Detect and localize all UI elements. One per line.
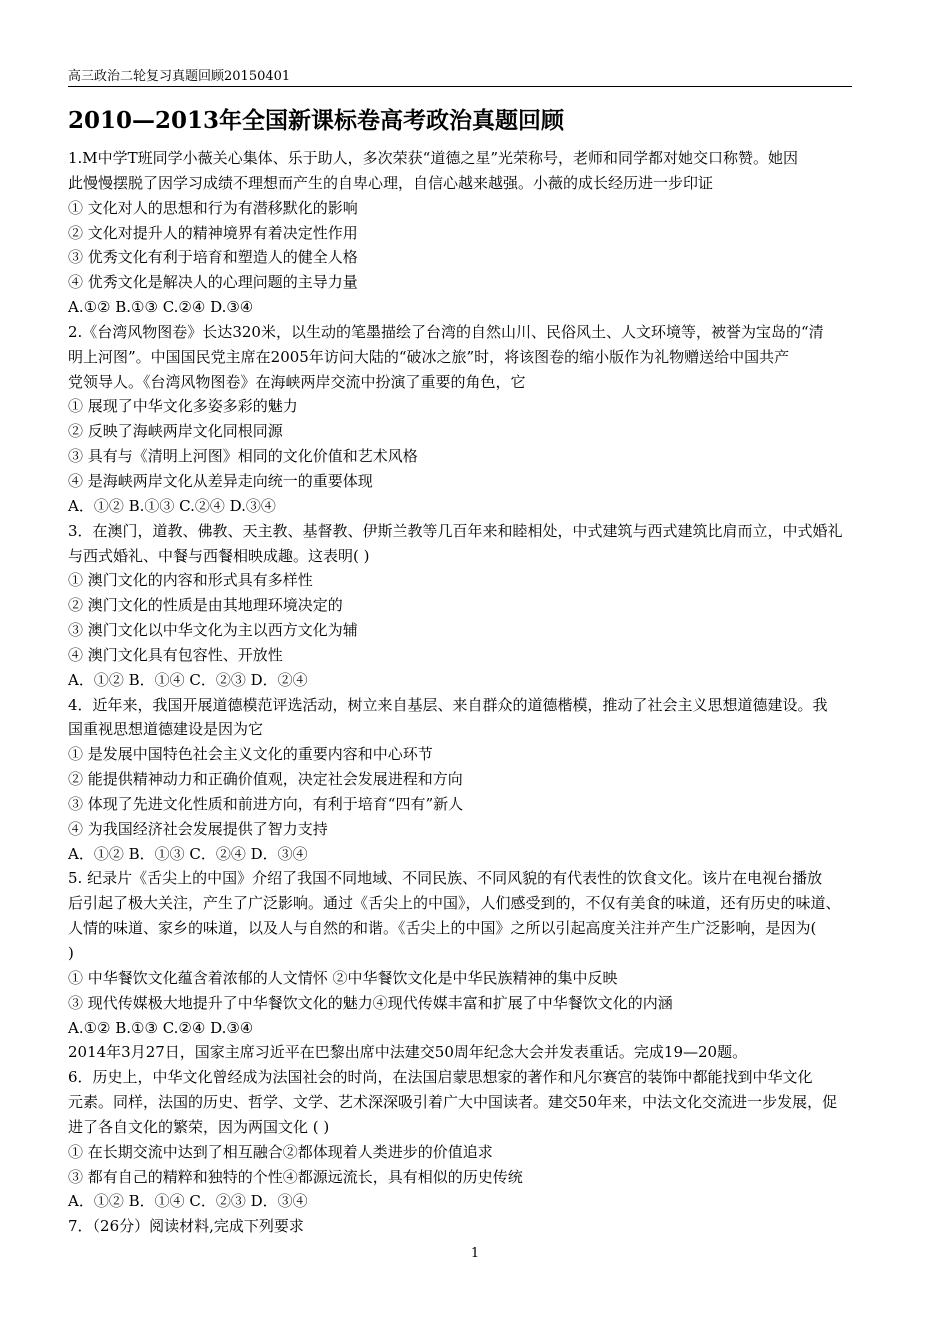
text-line: 人情的味道、家乡的味道，以及人与自然的和谐。《舌尖上的中国》之所以引起高度关注并产生广泛影响，是因为( xyxy=(68,919,817,938)
document-title: 2010—2013年全国新课标卷高考政治真题回顾 xyxy=(68,107,565,134)
text-line: ③ 现代传媒极大地提升了中华餐饮文化的魅力④现代传媒丰富和扩展了中华餐饮文化的内涵 xyxy=(68,993,673,1012)
text-line: 1.M中学T班同学小薇关心集体、乐于助人，多次荣获“道德之星”光荣称号，老师和同学都对她交口称赞。她因 xyxy=(68,149,799,167)
text-line: ② 能提供精神动力和正确价值观，决定社会发展进程和方向 xyxy=(68,770,463,789)
text-line: ④ 优秀文化是解决人的心理问题的主导力量 xyxy=(68,273,358,292)
text-line: 2.《台湾风物图卷》长达320米，以生动的笔墨描绘了台湾的自然山川、民俗风土、人文环境等，被誉为宝岛的“清 xyxy=(68,322,824,341)
text-line: 5. 纪录片《舌尖上的中国》介绍了我国不同地域、不同民族、不同风貌的有代表性的饮食文化。该片在电视台播放 xyxy=(68,869,823,888)
text-line: A．①② B．①④ C．②③ D．③④ xyxy=(68,1192,308,1211)
text-line: A．①② B．①③ C．②④ D．③④ xyxy=(68,844,308,863)
text-line: ① 文化对人的思想和行为有潜移默化的影响 xyxy=(68,198,358,217)
text-line: 2014年3月27日，国家主席习近平在巴黎出席中法建交50周年纪念大会并发表重话。完成19—20题。 xyxy=(68,1043,748,1062)
text-line: 党领导人。《台湾风物图卷》在海峡两岸交流中扮演了重要的角色，它 xyxy=(68,372,526,391)
document-body xyxy=(68,146,894,1239)
text-line: ① 中华餐饮文化蕴含着浓郁的人文情怀 ②中华餐饮文化是中华民族精神的集中反映 xyxy=(68,968,618,987)
text-line: 此慢慢摆脱了因学习成绩不理想而产生的自卑心理，自信心越来越强。小薇的成长经历进一步印证 xyxy=(68,173,714,192)
text-line: ① 澳门文化的内容和形式具有多样性 xyxy=(68,571,313,590)
text-line: ② 澳门文化的性质是由其地理环境决定的 xyxy=(68,596,343,615)
header-rule xyxy=(68,86,852,87)
text-line: ① 在长期交流中达到了相互融合②都体现着人类进步的价值追求 xyxy=(68,1142,493,1161)
text-line: ① 是发展中国特色社会主义文化的重要内容和中心环节 xyxy=(68,745,433,764)
text-line: ③ 具有与《清明上河图》相同的文化价值和艺术风格 xyxy=(68,447,418,466)
text-line: ③ 体现了先进文化性质和前进方向，有利于培育“四有”新人 xyxy=(68,794,464,813)
page-header: 高三政治二轮复习真题回顾20150401 xyxy=(68,69,291,84)
text-line: A．①② B．①④ C．②③ D．②④ xyxy=(68,670,308,689)
text-line: 进了各自文化的繁荣，因为两国文化 ( ) xyxy=(68,1117,330,1136)
text-line: ② 反映了海峡两岸文化同根同源 xyxy=(68,422,283,441)
text-line: ④ 澳门文化具有包容性、开放性 xyxy=(68,645,283,664)
text-line: ③ 澳门文化以中华文化为主以西方文化为辅 xyxy=(68,621,358,640)
text-line: A．①② B.①③ C.②④ D.③④ xyxy=(68,496,276,515)
text-line: 国重视思想道德建设是因为它 xyxy=(68,720,264,739)
text-line: 与西式婚礼、中餐与西餐相映成趣。这表明( ) xyxy=(68,546,370,565)
text-line: 6．历史上，中华文化曾经成为法国社会的时尚，在法国启蒙思想家的著作和凡尔赛宫的装饰中都能找到中华文化 xyxy=(68,1068,813,1087)
text-line: 后引起了极大关注，产生了广泛影响。通过《舌尖上的中国》，人们感受到的，不仅有美食的味道，还有历史的味道、 xyxy=(68,894,841,913)
text-line: A.①② B.①③ C.②④ D.③④ xyxy=(68,298,254,317)
text-line: ④ 是海峡两岸文化从差异走向统一的重要体现 xyxy=(68,471,373,490)
text-line: ④ 为我国经济社会发展提供了智力支持 xyxy=(68,819,328,838)
text-line: ) xyxy=(68,944,74,962)
text-line: 7．（26分）阅读材料,完成下列要求 xyxy=(68,1217,304,1236)
text-line: 明上河图”。中国国民党主席在2005年访问大陆的“破冰之旅”时，将该图卷的缩小版作为礼物赠送给中国共产 xyxy=(68,347,790,366)
text-line: A.①② B.①③ C.②④ D.③④ xyxy=(68,1018,254,1037)
page-number: 1 xyxy=(470,1246,480,1261)
text-line: 4．近年来，我国开展道德模范评选活动，树立来自基层、来自群众的道德楷模，推动了社会主义思想道德建设。我 xyxy=(68,695,828,714)
text-line: ① 展现了中华文化多姿多彩的魅力 xyxy=(68,397,298,416)
text-line: ③ 优秀文化有利于培育和塑造人的健全人格 xyxy=(68,248,358,267)
text-line: 3．在澳门，道教、佛教、天主教、基督教、伊斯兰教等几百年来和睦相处，中式建筑与西式建筑比肩而立，中式婚礼 xyxy=(68,521,843,540)
text-line: ③ 都有自己的精粹和独特的个性④都源远流长，具有相似的历史传统 xyxy=(68,1167,523,1186)
text-line: 元素。同样，法国的历史、哲学、文学、艺术深深吸引着广大中国读者。建交50年来，中法文化交流进一步发展，促 xyxy=(68,1093,838,1112)
text-line: ② 文化对提升人的精神境界有着决定性作用 xyxy=(68,223,358,242)
